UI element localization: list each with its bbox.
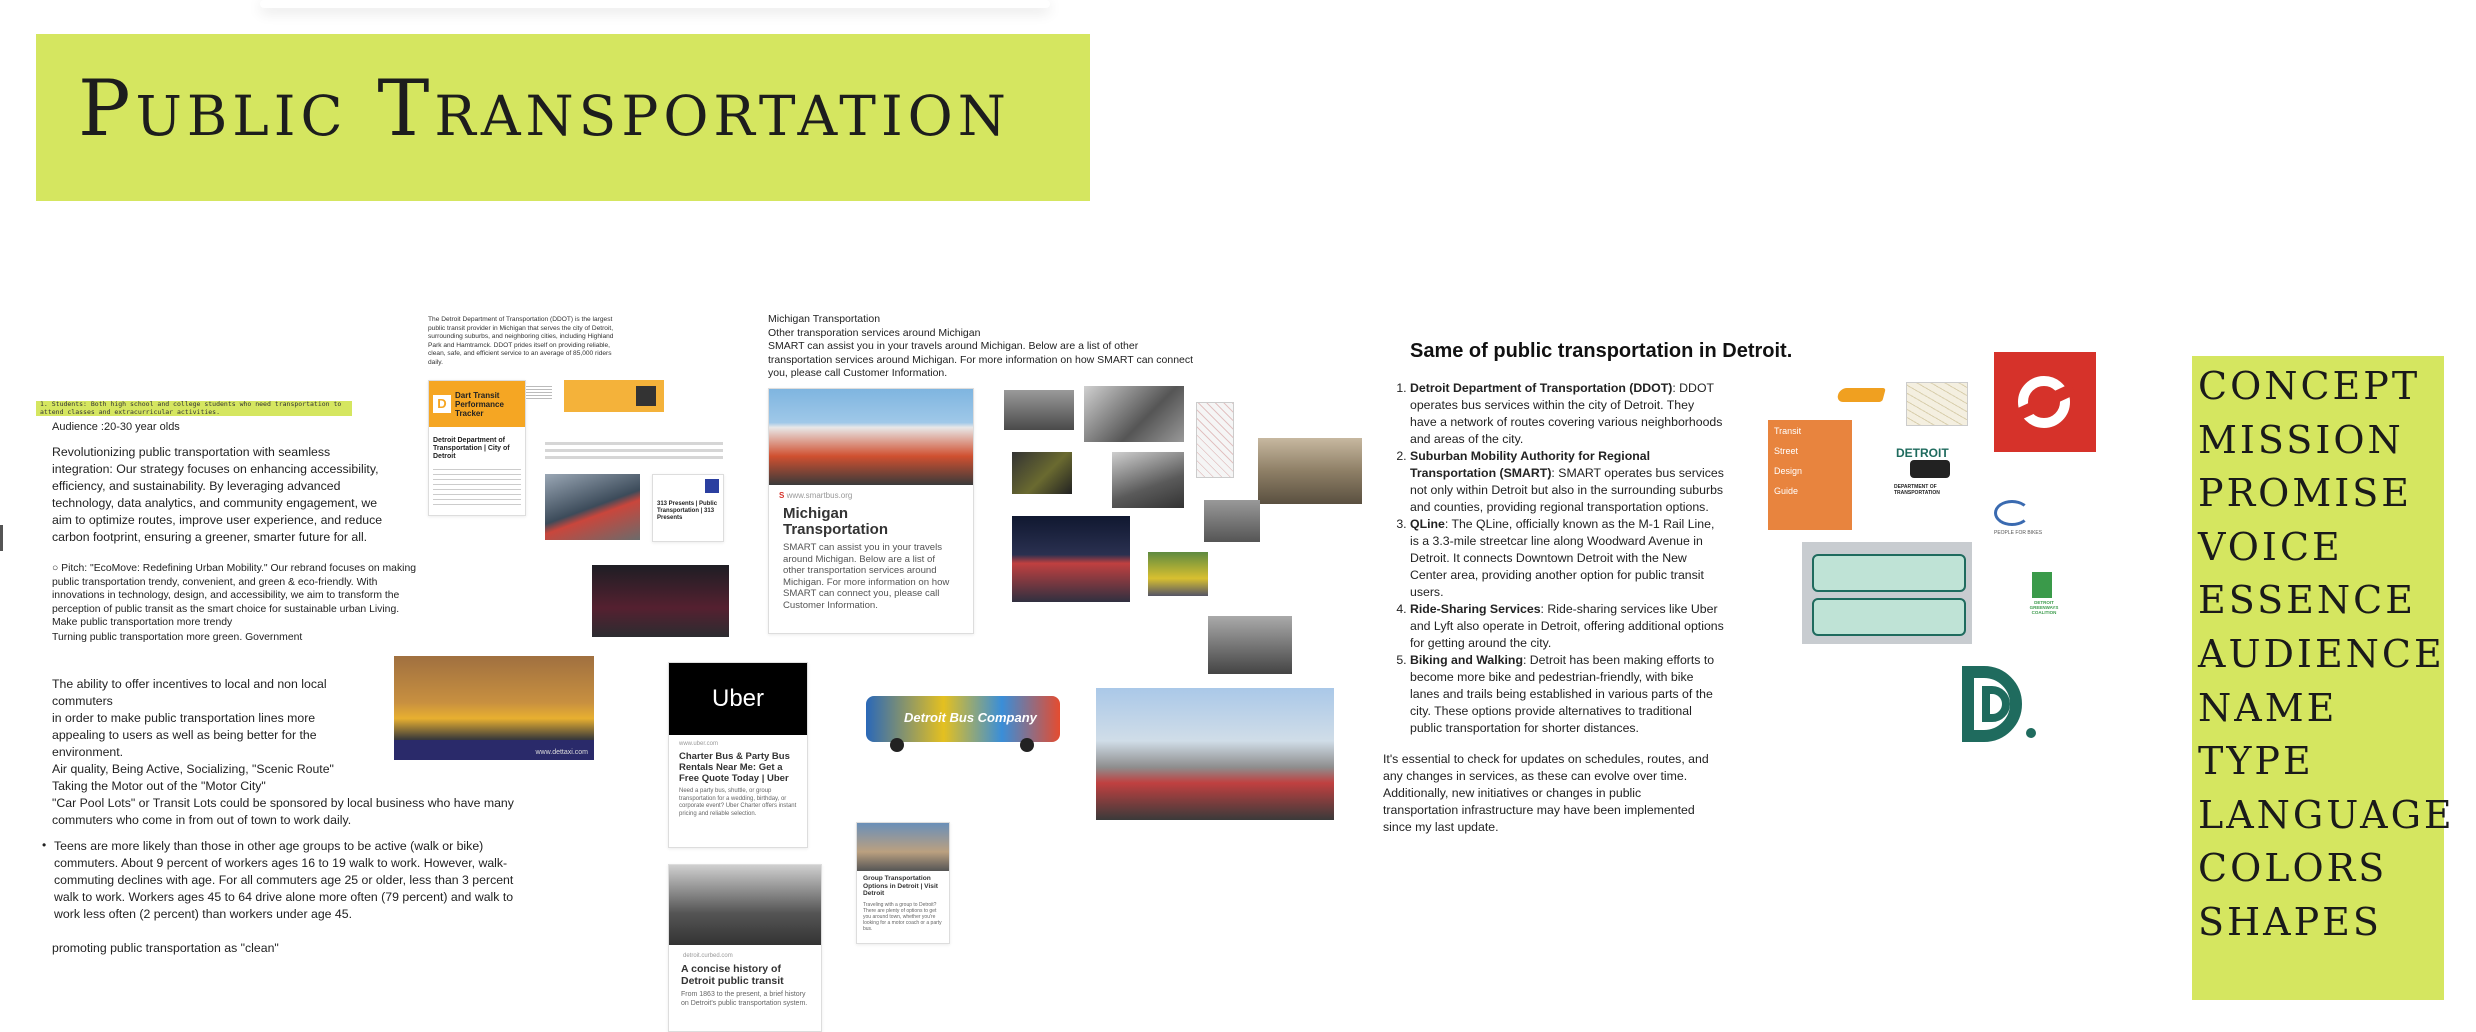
- smart-domain-row: [769, 485, 973, 500]
- smart-domain: www.smartbus.org: [786, 491, 853, 500]
- people-for-bikes-logo[interactable]: [1990, 496, 2094, 548]
- group-photo: [857, 823, 949, 871]
- presents-logo: [705, 479, 719, 493]
- group-desc: Traveling with a group to Detroit? There are plenty of options to get you around town, whether you're looking for a motor coach or a party bus.: [863, 901, 942, 932]
- dart-icon: D: [433, 395, 451, 413]
- ddot-logo-word: DETROIT: [1896, 446, 1949, 460]
- page-title: Public Transportation: [78, 64, 1011, 154]
- smart-card-title: Michigan Transportation: [783, 505, 889, 538]
- tsdg-line: Design: [1774, 466, 1803, 476]
- small-thumb-text: [526, 384, 552, 400]
- greenways-text: DETROIT GREENWAYS COALITION: [2029, 600, 2059, 615]
- detroit-list-item: [1410, 380, 1724, 448]
- detroit-list: [1384, 380, 1724, 737]
- train-icon-body: [1836, 388, 1886, 402]
- ddot-performance-thumb[interactable]: [564, 380, 664, 412]
- tsdg-line: Street: [1774, 446, 1799, 456]
- dart-logo-text: Dart Transit Performance Tracker: [455, 390, 504, 418]
- greenways-leaf: [2032, 572, 2052, 598]
- ddot-logo-bus: [1910, 460, 1950, 478]
- clean-note: promoting public transportation as "clean": [52, 941, 279, 955]
- concept-item-shapes: SHAPES: [2198, 899, 2382, 944]
- street-photo-1[interactable]: [1004, 390, 1074, 430]
- smart-mini-logo: S: [779, 491, 787, 500]
- bullet-dot: •: [42, 838, 47, 852]
- train-photo[interactable]: [545, 474, 640, 540]
- bus-illustration[interactable]: [1802, 542, 1972, 644]
- detroit-item-name: Biking and Walking: [1410, 653, 1523, 667]
- detroit-list-item: [1410, 448, 1724, 516]
- concept-item-mission: MISSION: [2198, 417, 2404, 462]
- concept-item-colors: COLORS: [2198, 846, 2388, 891]
- dd-logo[interactable]: [1960, 660, 2046, 750]
- tsdg-line: Transit: [1774, 426, 1802, 436]
- detroit-section-title: Same of public transportation in Detroit.: [1410, 340, 1793, 362]
- detroit-item-desc: : DDOT operates bus services within the city of Detroit. They have a network of routes covering various neighborhoods and areas of the city.: [1410, 381, 1723, 446]
- bike-swirl: [1994, 500, 2030, 526]
- top-shadow: [260, 0, 1050, 8]
- incentive-line: in order to make public transportation lines more appealing to users as well as being better for the environment.: [52, 711, 317, 759]
- decorated-bus[interactable]: [860, 688, 1066, 756]
- detroit-list-item: [1410, 601, 1724, 652]
- strategy-paragraph: Revolutionizing public transportation with seamless integration: Our strategy focuses on enhancing accessibility, efficiency, and sustainability. By leveraging advanced technology, data analytics, and community engagement, we aim to optimize routes, improve user experience, and reduce carbon footprint, ensuring a greener, smarter future for all.: [52, 445, 383, 544]
- ddot-card-title: Detroit Department of Transportation | City of Detroit: [433, 437, 510, 460]
- uber-logo-block: Uber: [669, 663, 807, 735]
- presents-title: 313 Presents | Public Transportation | 313 Presents: [657, 501, 718, 521]
- dd-logo-dot: [2026, 728, 2036, 738]
- concept-item-promise: PROMISE: [2198, 471, 2413, 516]
- concept-item-concept: CONCEPT: [2198, 364, 2421, 408]
- detroit-footer: It's essential to check for updates on schedules, routes, and any changes in services, as these can evolve over time. Additionally, new initiatives or changes in public transportation infrastructure may have been implemented since my last update.: [1383, 752, 1709, 834]
- mich-desc: SMART can assist you in your travels around Michigan. Below are a list of other transportation services around Michigan. For more information on how SMART can connect you, please call Customer Information.: [768, 340, 1194, 379]
- bus-illustration-bottom: [1812, 598, 1966, 636]
- yellow-bus-photo[interactable]: [1148, 552, 1208, 596]
- qline-streetcar-photo[interactable]: [1096, 688, 1334, 820]
- mich-header: Michigan Transportation: [768, 313, 881, 325]
- students-tag: 1. Students: Both high school and college students who need transportation to attend classes and extracurricular activities.: [36, 401, 352, 416]
- detroit-list-container: [1384, 380, 1724, 737]
- history-photo: [669, 865, 821, 945]
- detroit-item-name: QLine: [1410, 517, 1445, 531]
- concept-list: [2198, 360, 2455, 950]
- detroit-list-item: [1410, 652, 1724, 737]
- history-domain: detroit.curbed.com: [683, 953, 733, 959]
- route-map[interactable]: [1196, 402, 1234, 478]
- transit-street-design-guide[interactable]: [1768, 420, 1852, 530]
- ddot-card[interactable]: [428, 380, 526, 516]
- tsdg-line: Guide: [1774, 486, 1799, 496]
- concept-item-name: NAME: [2198, 685, 2338, 730]
- group-transport-card[interactable]: [856, 822, 950, 944]
- teens-paragraph: Teens are more likely than those in other age groups to be active (walk or bike) commuters. About 9 percent of workers ages 16 to 19 walk to work. However, walk-commuting declines with age. For all commuters age 25 or older, less than 3 percent walk to work. Workers ages 45 to 64 drive alone more often (79 percent) and walk to work less often (2 percent) than workers under age 45.: [54, 839, 514, 921]
- pitch-continued: Turning public transportation more green. Government: [52, 632, 303, 643]
- uber-desc: Need a party bus, shuttle, or group transportation for a wedding, birthday, or corporate event? Uber Charter offers instant pricing and reliable selection.: [679, 788, 797, 817]
- bus-station-photo[interactable]: [1208, 616, 1292, 674]
- detroit-list-item: [1410, 516, 1724, 601]
- incentive-line: "Car Pool Lots" or Transit Lots could be sponsored by local business who have many commuters who come in from out of town to work daily.: [52, 796, 514, 827]
- detroit-item-desc: : The QLine, officially known as the M-1 Rail Line, is a 3.3-mile streetcar line along Woodward Avenue in Detroit. It connects Downtown Detroit with the New Center area, providing another option for public transit users.: [1410, 517, 1715, 599]
- ddot-card-desc: [433, 465, 521, 505]
- bus-wheel: [1020, 738, 1034, 752]
- uber-card[interactable]: [668, 662, 808, 848]
- incentive-line: Taking the Motor out of the "Motor City": [52, 779, 266, 793]
- concept-item-language: LANGUAGE: [2198, 792, 2455, 837]
- concept-item-audience: AUDIENCE: [2198, 631, 2445, 676]
- detroit-item-desc: : Detroit has been making efforts to become more bike and pedestrian-friendly, with bike lanes and trails being established in various parts of the city. These options provide alternatives to traditional public transportation for shorter distances.: [1410, 653, 1715, 735]
- bus-illustration-top: [1812, 554, 1966, 592]
- smart-logo[interactable]: [1994, 352, 2096, 452]
- vintage-street-photo[interactable]: [1258, 438, 1362, 504]
- concept-item-voice: VOICE: [2198, 524, 2343, 569]
- incentive-line: Air quality, Being Active, Socializing, "Scenic Route": [52, 762, 334, 776]
- edge-marker: [0, 525, 3, 551]
- pitch-paragraph: ○ Pitch: "EcoMove: Redefining Urban Mobility." Our rebrand focuses on making public transportation trendy, convenient, and green & eco-friendly. With innovations in technology, design, and accessibility, we aim to transform the perception of public transit as the smart choice for sustainable urban Living. Make public transportation more trendy: [52, 563, 417, 628]
- history-card[interactable]: [668, 864, 822, 1032]
- concept-item-essence: ESSENCE: [2198, 578, 2416, 623]
- bus-photo[interactable]: [592, 565, 729, 637]
- incentive-line: The ability to offer incentives to local and non local commuters: [52, 677, 327, 708]
- worker-photo[interactable]: [1012, 452, 1072, 494]
- detroit-item-desc: : Ride-sharing services like Uber and Lyft also operate in Detroit, offering additional options for getting around the city.: [1410, 602, 1724, 650]
- detroit-item-name: Ride-Sharing Services: [1410, 602, 1541, 616]
- greenways-logo[interactable]: [2024, 570, 2064, 620]
- night-train-photo[interactable]: [1012, 516, 1130, 602]
- uber-domain: www.uber.com: [679, 741, 719, 747]
- presents-card[interactable]: [652, 474, 724, 542]
- streetcar-photo-small[interactable]: [1204, 500, 1260, 542]
- ddot-blurb: The Detroit Department of Transportation (DDOT) is the largest public transit provider in Michigan that serves the city of Detroit, surrounding suburbs, and neighboring cities, including Highland Park and Hamtramck. DDOT prides itself on providing reliable, clean, safe, and efficient service to an average of 85,000 riders daily.: [428, 316, 614, 366]
- concept-panel[interactable]: [2192, 356, 2455, 1000]
- bus-wheel: [890, 738, 904, 752]
- gray-lines: [545, 438, 723, 460]
- concept-item-type: TYPE: [2198, 739, 2314, 784]
- smart-card-desc: SMART can assist you in your travels around Michigan. Below are a list of other transportation services around Michigan. For more information on how SMART can connect you, please call Customer Information.: [783, 542, 950, 611]
- bw-street-photo[interactable]: [1084, 386, 1184, 442]
- detroit-title-text: Same of public transportation in Detroit: [1410, 340, 1787, 362]
- detroit-item-name: Detroit Department of Transportation (DDOT): [1410, 381, 1673, 395]
- detroit-item-name: Suburban Mobility Authority for Regional Transportation (SMART): [1410, 449, 1651, 480]
- train-icon[interactable]: [1834, 380, 1890, 410]
- audience-text: Audience :20-30 year olds: [52, 421, 180, 433]
- uber-title: Charter Bus & Party Bus Rentals Near Me: Get a Free Quote Today | Uber: [679, 751, 790, 784]
- smart-bus-image: [769, 389, 973, 485]
- group-title: Group Transportation Options in Detroit | Visit Detroit: [863, 875, 938, 898]
- ddot-logo-sub: DEPARTMENT OF TRANSPORTATION: [1894, 484, 1940, 496]
- ddot-thumb-icon: [636, 386, 656, 406]
- mich-subheader: Other transporation services around Michigan: [768, 327, 981, 339]
- history-desc: From 1863 to the present, a brief history on Detroit's public transportation system.: [681, 991, 808, 1007]
- taxi-photo[interactable]: [394, 656, 594, 760]
- detroit-item-desc: : SMART operates bus services not only within Detroit but also in the surrounding suburbs and counties, providing regional transportation options.: [1410, 466, 1724, 514]
- decorated-bus-label: Detroit Bus Company: [904, 710, 1037, 725]
- history-title: A concise history of Detroit public transit: [681, 963, 784, 987]
- dart-logo: [429, 381, 525, 427]
- ddot-logo[interactable]: [1892, 442, 1972, 502]
- map-thumbnail[interactable]: [1906, 382, 1968, 426]
- bike-text: PEOPLE FOR BIKES: [1994, 530, 2043, 536]
- taxi-banner-url: www.dettaxi.com: [535, 749, 588, 756]
- building-photo[interactable]: [1112, 452, 1184, 508]
- smart-card[interactable]: [768, 388, 974, 634]
